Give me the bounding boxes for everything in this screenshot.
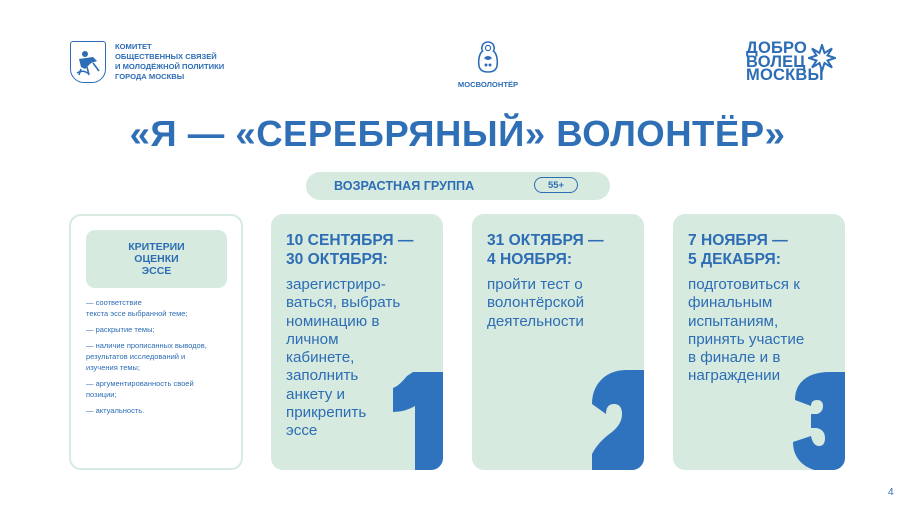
- criteria-card: [69, 214, 243, 470]
- committee-name: КОМИТЕТ ОБЩЕСТВЕННЫХ СВЯЗЕЙ И МОЛОДЁЖНОЙ ПОЛИТИКИ ГОРОДА МОСКВЫ: [115, 42, 225, 81]
- criteria-list: [86, 298, 238, 423]
- step-date: 10 СЕНТЯБРЯ — 30 ОКТЯБРЯ:: [286, 232, 414, 268]
- step-date: 31 ОКТЯБРЯ — 4 НОЯБРЯ:: [487, 232, 604, 268]
- step-description: подготовиться к финальным испытаниям, принять участие в финале и в награждении: [688, 276, 805, 385]
- page-number: 4: [888, 487, 894, 498]
- step-description: зарегистриро- ваться, выбрать номинацию в личном кабинете, заполнить анкету и прикрепить эссе: [286, 276, 401, 440]
- dobrovolec-logo: [746, 39, 824, 84]
- age-group-label: ВОЗРАСТНАЯ ГРУППА: [334, 179, 475, 193]
- list-item: — актуальность.: [86, 406, 145, 416]
- step-card-3: [673, 214, 845, 470]
- numeral-two-icon: [592, 370, 644, 470]
- step-card-1: [271, 214, 443, 470]
- list-item: — соответствие текста эссе выбранной теме;: [86, 298, 188, 318]
- criteria-heading: КРИТЕРИИ ОЦЕНКИ ЭССЕ: [86, 230, 227, 288]
- list-item: — аргументированность своей позиции;: [86, 379, 194, 400]
- mosvolonter-logo: МОСВОЛОНТЁР: [448, 41, 528, 89]
- dobrovolec-text: ДОБРО ВОЛЕЦ МОСКВЫ: [746, 39, 824, 84]
- star-burst-icon: [808, 44, 836, 72]
- moscow-coat-of-arms-icon: [70, 41, 106, 83]
- committee-logo: [70, 41, 224, 83]
- page-title: «Я — «СЕРЕБРЯНЫЙ» ВОЛОНТЁР»: [129, 113, 786, 154]
- age-group-pill: [306, 172, 610, 200]
- step-card-2: [472, 214, 644, 470]
- age-badge: 55+: [534, 177, 578, 193]
- list-item: — раскрытие темы;: [86, 325, 155, 335]
- step-description: пройти тест о волонтёрской деятельности: [487, 276, 585, 330]
- step-date: 7 НОЯБРЯ — 5 ДЕКАБРЯ:: [688, 232, 788, 268]
- list-item: — наличие прописанных выводов, результатов исследований и изучения темы;: [86, 341, 207, 372]
- matryoshka-icon: [477, 41, 499, 73]
